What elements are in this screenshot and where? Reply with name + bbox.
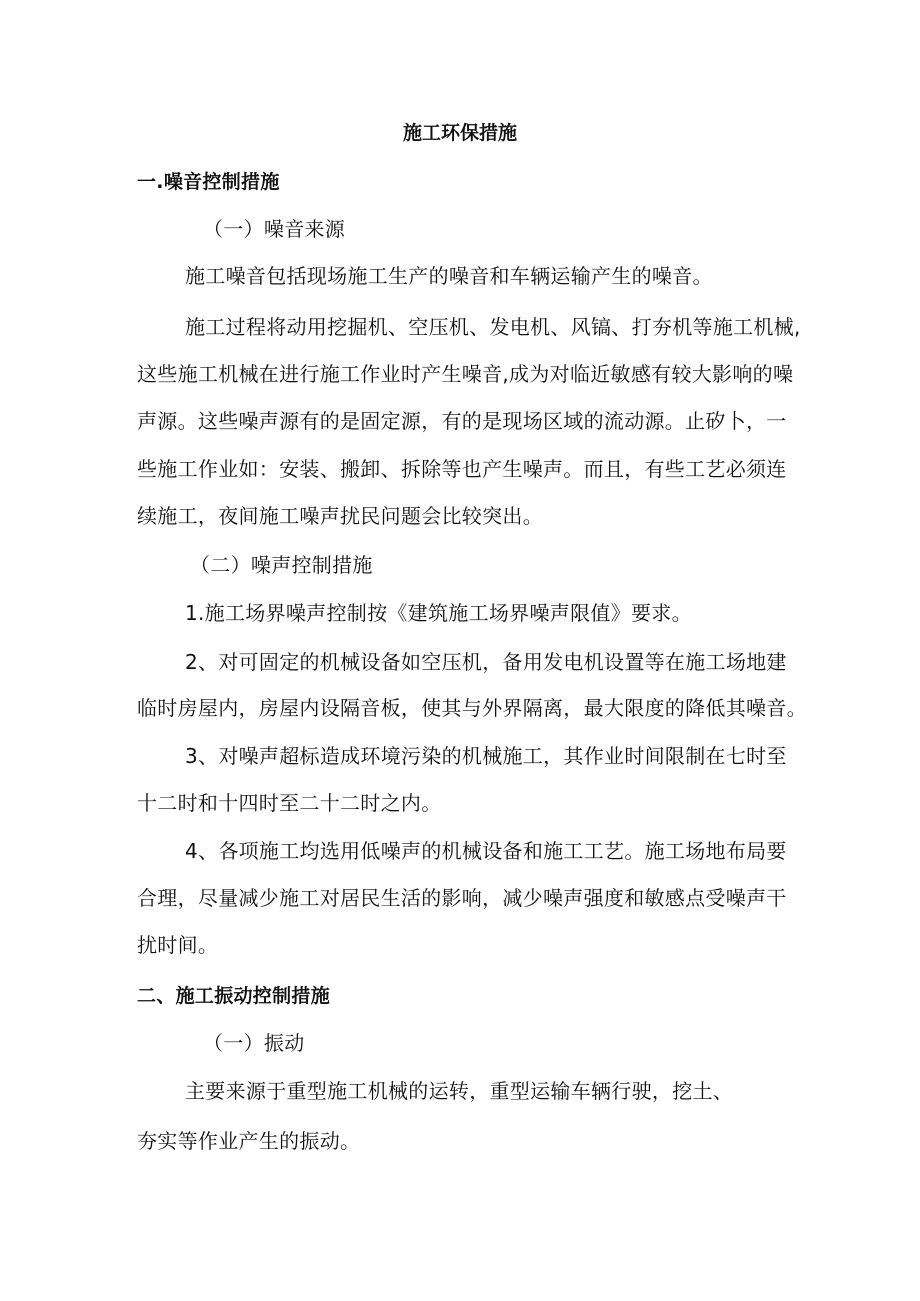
list-item-line: 3、对噪声超标造成环境污染的机械施工，其作业时间限制在七时至 xyxy=(185,744,787,768)
section-2-sub-1-heading: （一）振动 xyxy=(203,1031,305,1055)
page-title: 施工环保措施 xyxy=(402,122,517,144)
list-item-line: 临时房屋内，房屋内设隔音板，使其与外界隔离，最大限度的降低其噪音。 xyxy=(137,696,807,720)
list-item-line: 合理，尽量减少施工对居民生活的影响，减少噪声强度和敏感点受噪声干 xyxy=(137,886,787,910)
paragraph-line: 施工过程将动用挖掘机、空压机、发电机、风镐、打夯机等施工机械, xyxy=(185,315,801,339)
list-item-line: 十二时和十四时至二十二时之内。 xyxy=(137,791,442,815)
list-item: 1.施工场界噪声控制按《建筑施工场界噪声限值》要求。 xyxy=(185,601,692,625)
list-item-line: 扰时间。 xyxy=(137,933,219,957)
section-1-sub-2-heading: （二）噪声控制措施 xyxy=(190,553,373,577)
paragraph-line: 声源。这些噪声源有的是固定源，有的是现场区域的流动源。止矽卜，一 xyxy=(137,409,787,433)
paragraph: 施工噪音包括现场施工生产的噪音和车辆运输产生的噪音。 xyxy=(185,264,713,288)
list-item-line: 4、各项施工均选用低噪声的机械设备和施工工艺。施工场地布局要 xyxy=(185,839,787,863)
paragraph-line: 这些施工机械在进行施工作业时产生噪音,成为对临近敏感有较大影响的噪 xyxy=(137,362,794,386)
paragraph-line: 主要来源于重型施工机械的运转，重型运输车辆行驶，挖土、 xyxy=(185,1079,734,1103)
section-1-heading: 一.噪音控制措施 xyxy=(137,171,280,193)
paragraph-line: 夯实等作业产生的振动。 xyxy=(137,1129,361,1153)
paragraph-line: 些施工作业如：安装、搬卸、拆除等也产生噪声。而且，有些工艺必须连 xyxy=(137,457,787,481)
section-2-heading: 二、施工振动控制措施 xyxy=(137,985,331,1007)
section-1-sub-1-heading: （一）噪音来源 xyxy=(203,217,346,241)
list-item-line: 2、对可固定的机械设备如空压机，备用发电机设置等在施工场地建 xyxy=(185,650,787,674)
paragraph-line: 续施工，夜间施工噪声扰民问题会比较突出。 xyxy=(137,504,543,528)
